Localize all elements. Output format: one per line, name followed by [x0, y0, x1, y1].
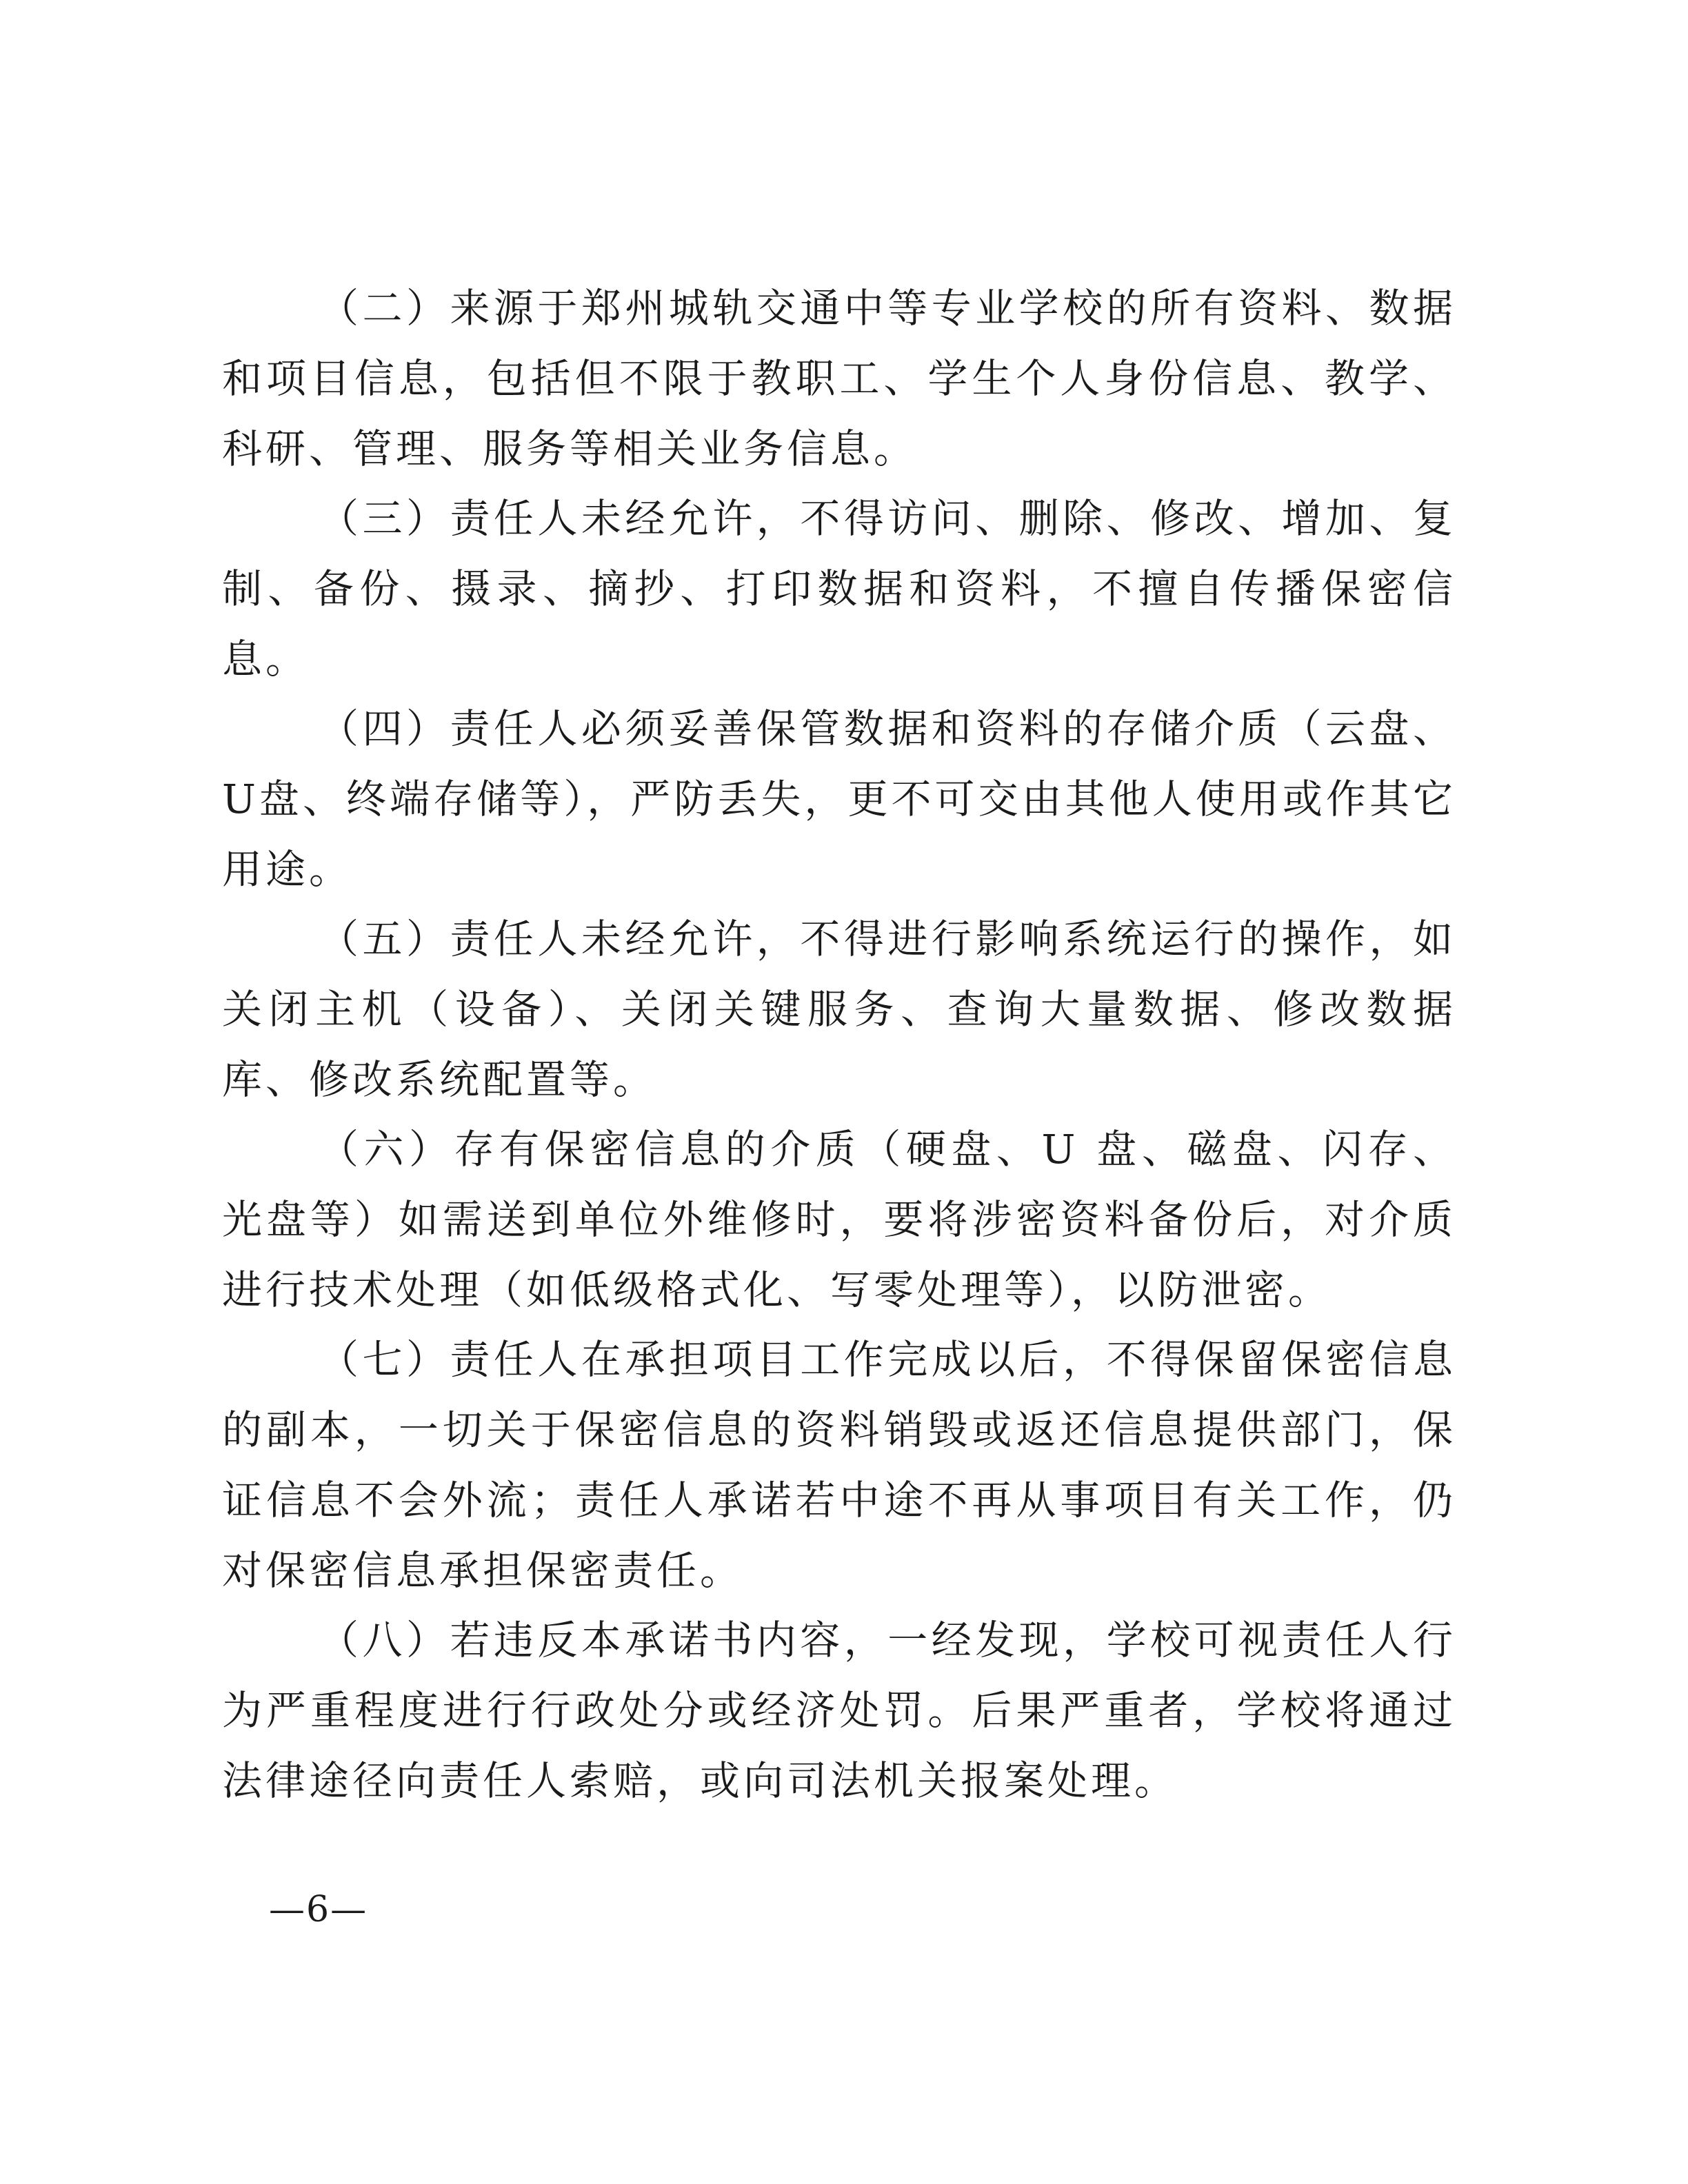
paragraph-item-5: （五）责任人未经允许，不得进行影响系统运行的操作，如关闭主机（设备）、关闭关键服务、查询大量数据、修改数据库、修改系统配置等。	[222, 916, 1456, 1103]
paragraph-item-7: （七）责任人在承担项目工作完成以后，不得保留保密信息的副本，一切关于保密信息的资料销毁或返还信息提供部门，保证信息不会外流；责任人承诺若中途不再从事项目有关工作，仍对保密信息承担保密责任。	[222, 1336, 1456, 1594]
paragraph-item-3: （三）责任人未经允许，不得访问、删除、修改、增加、复制、备份、摄录、摘抄、打印数据和资料，不擅自传播保密信息。	[222, 495, 1456, 682]
paragraph-item-6: （六）存有保密信息的介质（硬盘、U 盘、磁盘、闪存、光盘等）如需送到单位外维修时，要将涉密资料备份后，对介质进行技术处理（如低级格式化、写零处理等），以防泄密。	[222, 1126, 1456, 1313]
page-number: —6—	[269, 1889, 368, 1930]
paragraph-item-4: （四）责任人必须妥善保管数据和资料的存储介质（云盘、U盘、终端存储等），严防丢失，更不可交由其他人使用或作其它用途。	[222, 705, 1456, 893]
paragraph-item-2: （二）来源于郑州城轨交通中等专业学校的所有资料、数据和项目信息，包括但不限于教职工、学生个人身份信息、教学、科研、管理、服务等相关业务信息。	[222, 285, 1456, 472]
paragraph-item-8: （八）若违反本承诺书内容，一经发现，学校可视责任人行为严重程度进行行政处分或经济处罚。后果严重者，学校将通过法律途径向责任人索赔，或向司法机关报案处理。	[222, 1617, 1456, 1804]
